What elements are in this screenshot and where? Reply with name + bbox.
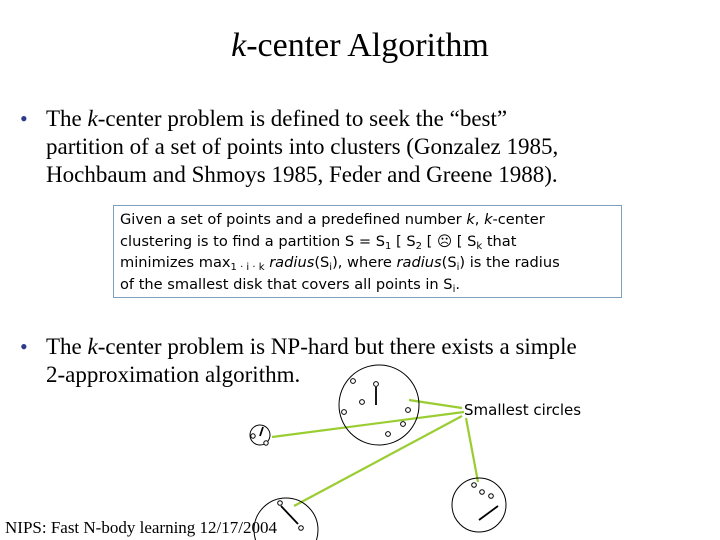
def-l2s1: 1	[384, 240, 392, 252]
data-point	[360, 400, 365, 405]
data-point	[351, 379, 356, 384]
def-l1b: ,	[474, 211, 485, 228]
data-point	[401, 422, 406, 427]
bullet-1-line-1-rest: -center problem is defined to seek the “best”	[97, 106, 508, 131]
leader-line-bottom-circle	[294, 416, 462, 506]
data-point	[251, 434, 255, 438]
def-l2b: [ S	[391, 232, 416, 250]
bullet-2-marker: •	[20, 334, 28, 359]
def-l4si: i	[452, 283, 456, 295]
def-l2sk: k	[476, 240, 483, 252]
title-rest: -center Algorithm	[246, 27, 489, 64]
def-l3si: i	[329, 262, 333, 273]
def-l3sub: 1 · i · k	[230, 262, 265, 273]
bullet-1-pre: The	[46, 106, 88, 131]
def-l1a: Given a set of points and a predefined number	[120, 211, 467, 228]
def-l3si2: i	[456, 262, 460, 273]
leader-lines	[272, 400, 478, 506]
title-k: k	[231, 27, 247, 64]
bullet-1-k: k	[87, 106, 98, 131]
leader-line-small-circle	[272, 412, 464, 437]
radius-line	[281, 506, 298, 524]
data-point	[480, 490, 485, 495]
def-l3b: (S	[314, 254, 330, 271]
cluster-small	[250, 425, 270, 445]
bullet-1-line-2: partition of a set of points into clusters (Gonzalez 1985,	[46, 134, 559, 159]
footer-text: NIPS: Fast N-body learning 12/17/2004	[5, 518, 277, 537]
def-l3c: ), where	[332, 254, 397, 271]
bullet-1-marker: •	[20, 106, 28, 131]
smallest-circles-label: Smallest circles	[464, 401, 582, 419]
data-point	[342, 410, 347, 415]
data-point	[264, 441, 268, 445]
def-l1c: -center	[492, 211, 545, 228]
def-l3r2: radius	[396, 254, 442, 271]
cluster-right	[452, 478, 506, 532]
def-l3e: ) is the radius	[459, 254, 560, 271]
def-l4b: .	[455, 275, 460, 293]
def-l1k: k	[466, 211, 475, 228]
data-point	[406, 408, 411, 413]
data-point	[299, 526, 304, 531]
data-point	[278, 501, 283, 506]
leader-line-right-circle	[466, 418, 478, 482]
data-point	[386, 432, 391, 437]
def-l2a: clustering is to find a partition S = S	[120, 232, 385, 250]
def-l4a: of the smallest disk that covers all points in S	[120, 275, 453, 293]
def-l2d: that	[482, 232, 517, 250]
bullet-2-line-2: 2-approximation algorithm.	[46, 362, 301, 387]
def-l2c: [ ☹ [ S	[421, 232, 477, 250]
leader-line-big-circle	[409, 400, 462, 408]
def-l3d: (S	[441, 254, 457, 271]
bullet-2-pre: The	[46, 334, 88, 359]
cluster-large	[339, 365, 419, 445]
data-point	[374, 382, 379, 387]
radius-line	[260, 427, 263, 436]
bullet-2-line-1-rest: -center problem is NP-hard but there exists a simple	[97, 334, 577, 359]
def-l2s2: 2	[415, 240, 422, 252]
cluster-large-circle	[339, 365, 419, 445]
radius-line	[479, 506, 498, 520]
def-l3a: minimizes max	[120, 254, 231, 271]
bullet-1-line-3: Hochbaum and Shmoys 1985, Feder and Greene 1988).	[46, 162, 558, 187]
def-l3r: radius	[269, 254, 315, 271]
def-l1k2: k	[484, 211, 493, 228]
data-point	[489, 494, 494, 499]
bullet-2-k: k	[87, 334, 98, 359]
cluster-right-circle	[452, 478, 506, 532]
data-point	[472, 483, 477, 488]
